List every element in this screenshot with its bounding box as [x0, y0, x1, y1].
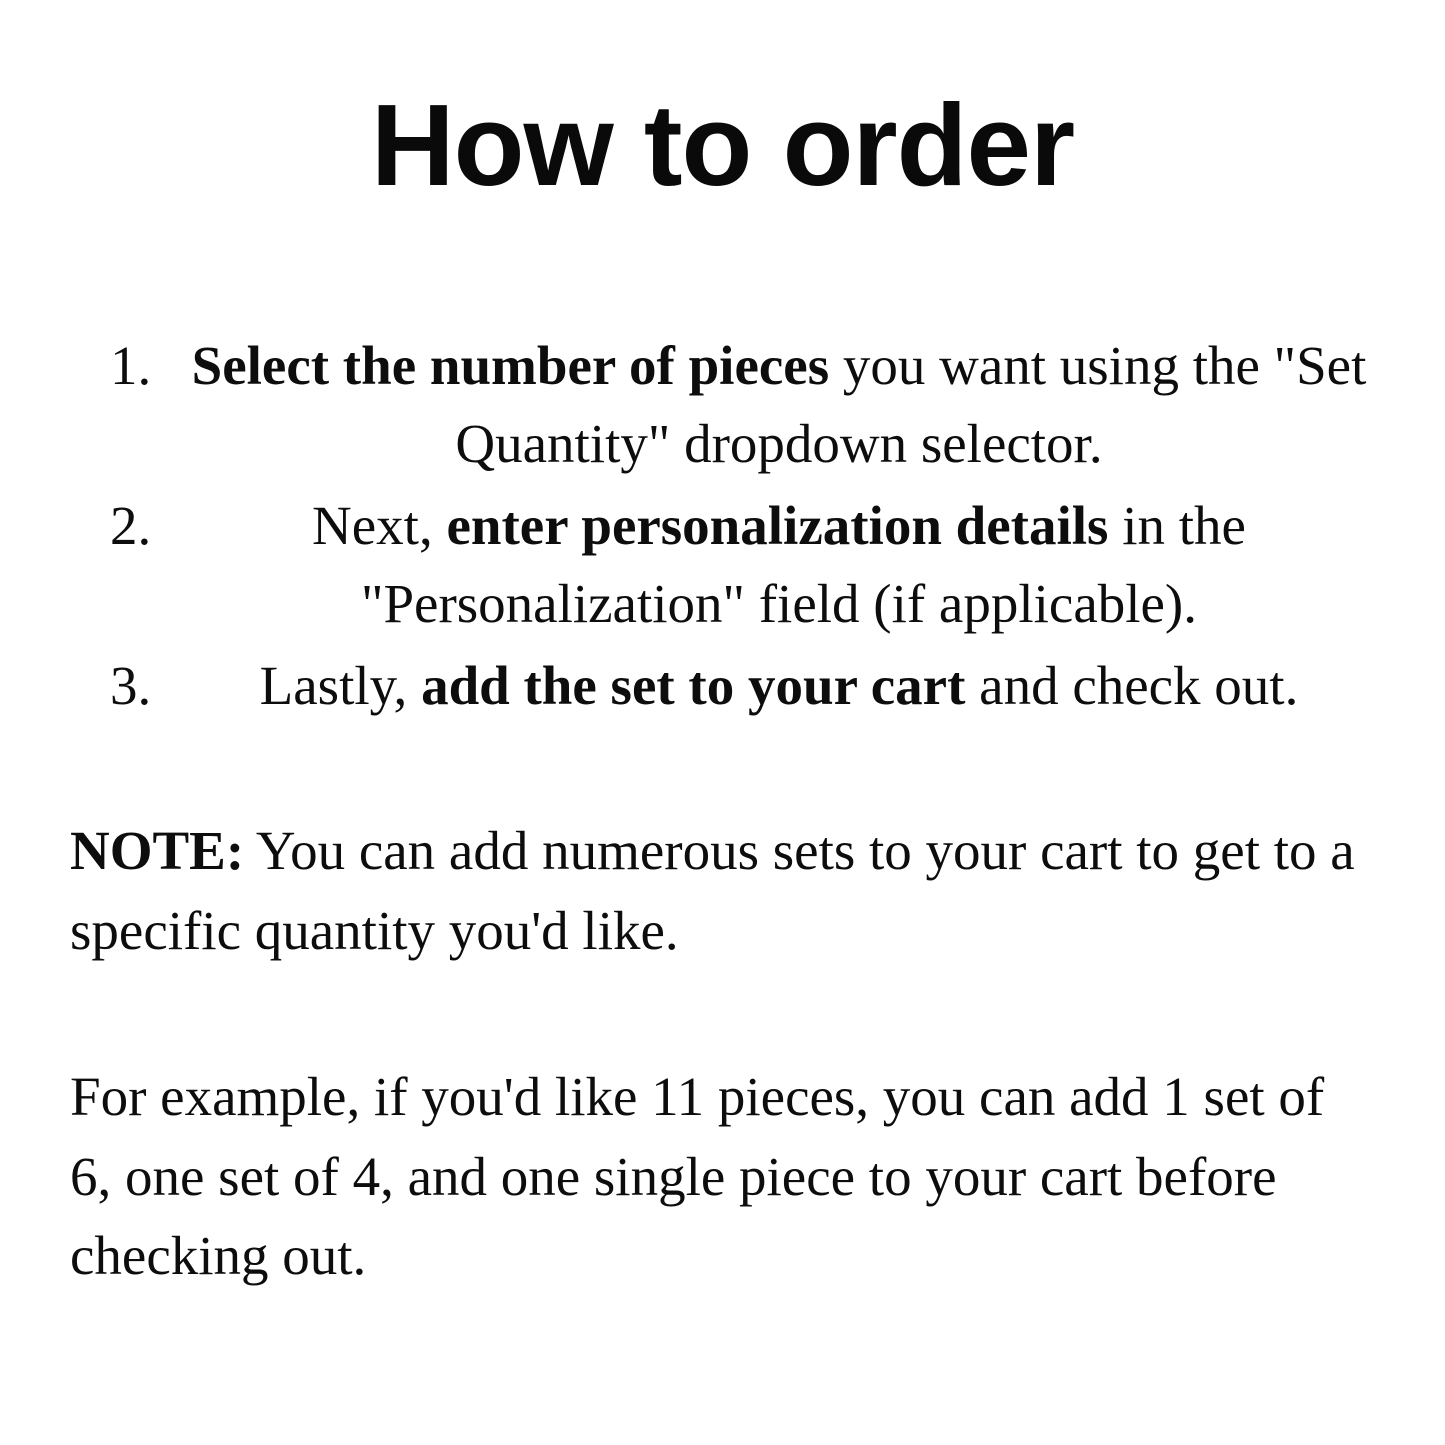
step-1-text: [183, 327, 1375, 483]
page-title: How to order: [370, 80, 1075, 210]
step-2-text: [183, 487, 1375, 643]
example-paragraph: For example, if you'd like 11 pieces, you can add 1 set of 6, one set of 4, and one single piece to your cart before checking out.: [70, 1065, 1325, 1287]
step-3-pre: Lastly,: [259, 655, 422, 717]
note-text: You can add numerous sets to your cart to get to a specific quantity you'd like.: [70, 820, 1355, 962]
ordered-steps-list: [70, 327, 1375, 725]
note-label: NOTE:: [70, 820, 245, 882]
step-2-pre: Next,: [312, 494, 447, 556]
list-item: [165, 487, 1375, 643]
step-2-emphasis: enter personalization details: [446, 494, 1109, 556]
step-3-emphasis: add the set to your cart: [421, 655, 966, 717]
step-1-emphasis: Select the number of pieces: [191, 334, 830, 396]
note-paragraph: [70, 811, 1375, 971]
step-3-rest: and check out.: [965, 655, 1299, 717]
list-item: [165, 647, 1375, 725]
step-1-rest: you want using the "Set Quantity" dropdown selector.: [455, 334, 1367, 474]
step-3-text: [183, 647, 1375, 725]
list-item: [165, 327, 1375, 483]
step-2-rest: in the "Personalization" field (if applicable).: [361, 494, 1246, 635]
